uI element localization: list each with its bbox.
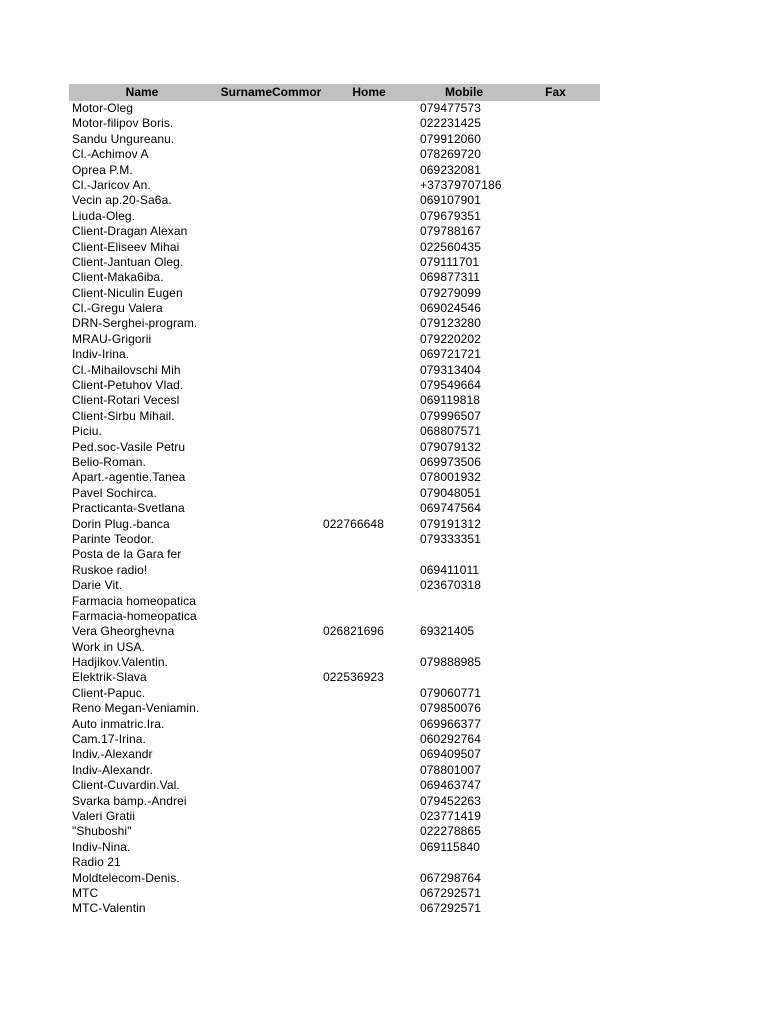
cell-mobile[interactable]: 69321405 (420, 624, 475, 639)
cell-name[interactable]: Indiv-Nina. (72, 839, 131, 854)
table-row (69, 840, 600, 855)
table-row (69, 363, 600, 378)
cell-mobile[interactable]: 079679351 (420, 208, 481, 223)
cell-name[interactable]: Moldtelecom-Denis. (72, 870, 180, 885)
cell-mobile[interactable]: 069877311 (420, 270, 481, 285)
table-row (69, 486, 600, 501)
cell-mobile[interactable]: 079048051 (420, 485, 481, 500)
cell-mobile[interactable]: 067292571 (420, 885, 481, 900)
cell-mobile[interactable]: 069411011 (420, 562, 480, 577)
cell-mobile[interactable]: 079060771 (420, 685, 481, 700)
cell-home[interactable]: 022766648 (323, 516, 384, 531)
column-header-mobile[interactable]: Mobile (445, 85, 483, 99)
table-row (69, 624, 600, 639)
cell-name[interactable]: Radio 21 (72, 855, 121, 870)
table-row (69, 270, 600, 285)
cell-mobile[interactable]: 069966377 (420, 716, 481, 731)
cell-name[interactable]: Vecin ap.20-Sa6a. (72, 193, 172, 208)
cell-mobile[interactable]: 067298764 (420, 870, 481, 885)
table-row (69, 240, 600, 255)
table-row (69, 470, 600, 485)
table-row (69, 701, 600, 716)
cell-name[interactable]: Indiv-Alexandr. (72, 762, 153, 777)
table-row (69, 794, 600, 809)
cell-name[interactable]: Client-Rotari Vecesl (72, 393, 180, 408)
cell-mobile[interactable]: 023670318 (420, 578, 481, 593)
table-row (69, 578, 600, 593)
table-row (69, 178, 600, 193)
cell-name[interactable]: Darie Vit. (72, 578, 123, 593)
cell-mobile[interactable]: 069024546 (420, 301, 481, 316)
table-row (69, 347, 600, 362)
cell-mobile[interactable]: 069107901 (420, 193, 481, 208)
table-row (69, 809, 600, 824)
cell-mobile[interactable]: 079111701 (420, 254, 480, 269)
table-row (69, 440, 600, 455)
cell-mobile[interactable]: 079313404 (420, 362, 481, 377)
cell-mobile[interactable]: 022231425 (420, 116, 481, 131)
cell-mobile[interactable]: 069973506 (420, 454, 481, 469)
cell-name[interactable]: Sandu Ungureanu. (72, 131, 175, 146)
column-header-home[interactable]: Home (352, 85, 386, 99)
column-header-fax[interactable]: Fax (545, 85, 566, 99)
cell-mobile[interactable]: 060292764 (420, 732, 481, 747)
cell-mobile[interactable]: 022560435 (420, 239, 481, 254)
table-row (69, 409, 600, 424)
column-header-company[interactable]: Commor (272, 85, 321, 99)
table-row (69, 547, 600, 562)
cell-name[interactable]: Client-Cuvardin.Val. (72, 778, 180, 793)
header-row (69, 84, 600, 101)
table-row (69, 824, 600, 839)
table-row (69, 301, 600, 316)
table-row (69, 163, 600, 178)
table-row (69, 686, 600, 701)
table-row (69, 224, 600, 239)
cell-mobile[interactable]: 078001932 (420, 470, 481, 485)
cell-name[interactable]: Client-Maka6iba. (72, 270, 164, 285)
table-row (69, 116, 600, 131)
table-row (69, 393, 600, 408)
cell-mobile[interactable]: 079549664 (420, 378, 481, 393)
cell-name[interactable]: Client-Jantuan Oleg. (72, 254, 184, 269)
cell-name[interactable]: Ped.soc-Vasile Petru (72, 439, 186, 454)
table-row (69, 132, 600, 147)
cell-mobile[interactable]: 079279099 (420, 285, 481, 300)
cell-name[interactable]: DRN-Serghei-program. (72, 316, 198, 331)
table-row (69, 871, 600, 886)
cell-mobile[interactable]: 079996507 (420, 408, 481, 423)
table-row (69, 517, 600, 532)
cell-name[interactable]: Belio-Roman. (72, 454, 146, 469)
cell-name[interactable]: Client-Eliseev Mihai (72, 239, 180, 254)
cell-home[interactable]: 026821696 (323, 624, 384, 639)
cell-name[interactable]: Client-Niculin Eugen (72, 285, 183, 300)
cell-mobile[interactable]: 068807571 (420, 424, 481, 439)
cell-mobile[interactable]: 079850076 (420, 701, 481, 716)
table-row (69, 717, 600, 732)
cell-mobile[interactable]: 069119818 (420, 393, 481, 408)
cell-mobile[interactable]: 079079132 (420, 439, 481, 454)
table-row (69, 455, 600, 470)
cell-name[interactable]: Client-Sirbu Mihail. (72, 408, 175, 423)
cell-name[interactable]: Ruskoe radio! (72, 562, 148, 577)
cell-name[interactable]: Cl.-Achimov A (72, 147, 149, 162)
table-row (69, 594, 600, 609)
table-row (69, 255, 600, 270)
cell-name[interactable]: Reno Megan-Veniamin. (72, 701, 200, 716)
cell-name[interactable]: Client-Petuhov Vlad. (72, 378, 184, 393)
cell-mobile[interactable]: 069115840 (420, 839, 481, 854)
table-row (69, 424, 600, 439)
cell-name[interactable]: Motor-filipov Boris. (72, 116, 174, 131)
table-row (69, 732, 600, 747)
contacts-list (69, 101, 600, 917)
cell-name[interactable]: Client-Papuc. (72, 685, 146, 700)
cell-mobile[interactable]: 079191312 (420, 516, 481, 531)
table-row (69, 670, 600, 685)
cell-mobile[interactable]: 023771419 (420, 808, 481, 823)
cell-name[interactable]: Farmacia-homeopatica (72, 608, 197, 623)
cell-name[interactable]: Indiv.-Alexandr (72, 747, 153, 762)
cell-mobile[interactable]: 022278865 (420, 824, 481, 839)
column-header-surname[interactable]: Surname (220, 85, 272, 99)
table-row (69, 101, 600, 116)
cell-name[interactable]: Valeri Gratii (72, 808, 136, 823)
cell-mobile[interactable]: 079123280 (420, 316, 481, 331)
cell-name[interactable]: Vera Gheorghevna (72, 624, 175, 639)
contacts-sheet (69, 84, 600, 917)
cell-name[interactable]: Cl.-Gregu Valera (72, 301, 163, 316)
cell-mobile[interactable]: 069232081 (420, 162, 481, 177)
cell-name[interactable]: Parinte Teodor. (72, 531, 155, 546)
cell-name[interactable]: Practicanta-Svetlana (72, 501, 185, 516)
cell-mobile[interactable]: 078269720 (420, 147, 481, 162)
cell-mobile[interactable]: 079788167 (420, 224, 481, 239)
cell-mobile[interactable]: 079452263 (420, 793, 481, 808)
table-row (69, 855, 600, 870)
cell-mobile[interactable]: 079333351 (420, 531, 481, 546)
cell-name[interactable]: MTC-Valentin (72, 901, 146, 916)
table-row (69, 286, 600, 301)
cell-name[interactable]: Svarka bamp.-Andrei (72, 793, 187, 808)
table-row (69, 316, 600, 331)
cell-mobile[interactable]: 079912060 (420, 131, 481, 146)
cell-name[interactable]: Pavel Sochirca. (72, 485, 157, 500)
table-row (69, 501, 600, 516)
cell-name[interactable]: Work in USA. (72, 639, 145, 654)
table-row (69, 332, 600, 347)
cell-name[interactable]: Cam.17-Irina. (72, 732, 146, 747)
table-row (69, 609, 600, 624)
cell-name[interactable]: MRAU-Grigorii (72, 331, 152, 346)
table-row (69, 901, 600, 916)
cell-mobile[interactable]: 069721721 (420, 347, 481, 362)
cell-name[interactable]: Client-Dragan Alexan (72, 224, 188, 239)
cell-mobile[interactable]: 069409507 (420, 747, 481, 762)
table-row (69, 209, 600, 224)
cell-mobile[interactable]: 069747564 (420, 501, 481, 516)
cell-name[interactable]: Liuda-Oleg. (72, 208, 136, 223)
table-row (69, 378, 600, 393)
cell-mobile[interactable]: +37379707186 (420, 177, 502, 192)
cell-name[interactable]: Posta de la Gara fer (72, 547, 182, 562)
cell-name[interactable]: Hadjikov.Valentin. (72, 655, 169, 670)
cell-name[interactable]: Oprea P.M. (72, 162, 133, 177)
cell-home[interactable]: 022536923 (323, 670, 384, 685)
cell-name[interactable]: Farmacia homeopatica (72, 593, 197, 608)
table-row (69, 886, 600, 901)
cell-mobile[interactable]: 078801007 (420, 762, 481, 777)
table-row (69, 655, 600, 670)
cell-name[interactable]: Cl.-Mihailovschi Mih (72, 362, 181, 377)
table-row (69, 747, 600, 762)
cell-name[interactable]: Cl.-Jaricov An. (72, 177, 151, 192)
table-row (69, 563, 600, 578)
cell-mobile[interactable]: 069463747 (420, 778, 481, 793)
cell-mobile[interactable]: 079220202 (420, 331, 481, 346)
cell-name[interactable]: Indiv-Irina. (72, 347, 130, 362)
cell-name[interactable]: "Shuboshi" (72, 824, 132, 839)
table-row (69, 640, 600, 655)
table-row (69, 532, 600, 547)
table-row (69, 778, 600, 793)
cell-name[interactable]: Dorin Plug.-banca (72, 516, 170, 531)
table-row (69, 193, 600, 208)
cell-name[interactable]: Auto inmatric.Ira. (72, 716, 165, 731)
cell-name[interactable]: Apart.-agentie.Tanea (72, 470, 186, 485)
cell-mobile[interactable]: 067292571 (420, 901, 481, 916)
cell-name[interactable]: Piciu. (72, 424, 102, 439)
table-row (69, 147, 600, 162)
column-header-name[interactable]: Name (125, 85, 159, 99)
cell-name[interactable]: MTC (72, 885, 99, 900)
cell-name[interactable]: Motor-Oleg (72, 101, 134, 115)
table-row (69, 763, 600, 778)
cell-mobile[interactable]: 079477573 (420, 101, 481, 115)
cell-name[interactable]: Elektrik-Slava (72, 670, 147, 685)
cell-mobile[interactable]: 079888985 (420, 655, 481, 670)
